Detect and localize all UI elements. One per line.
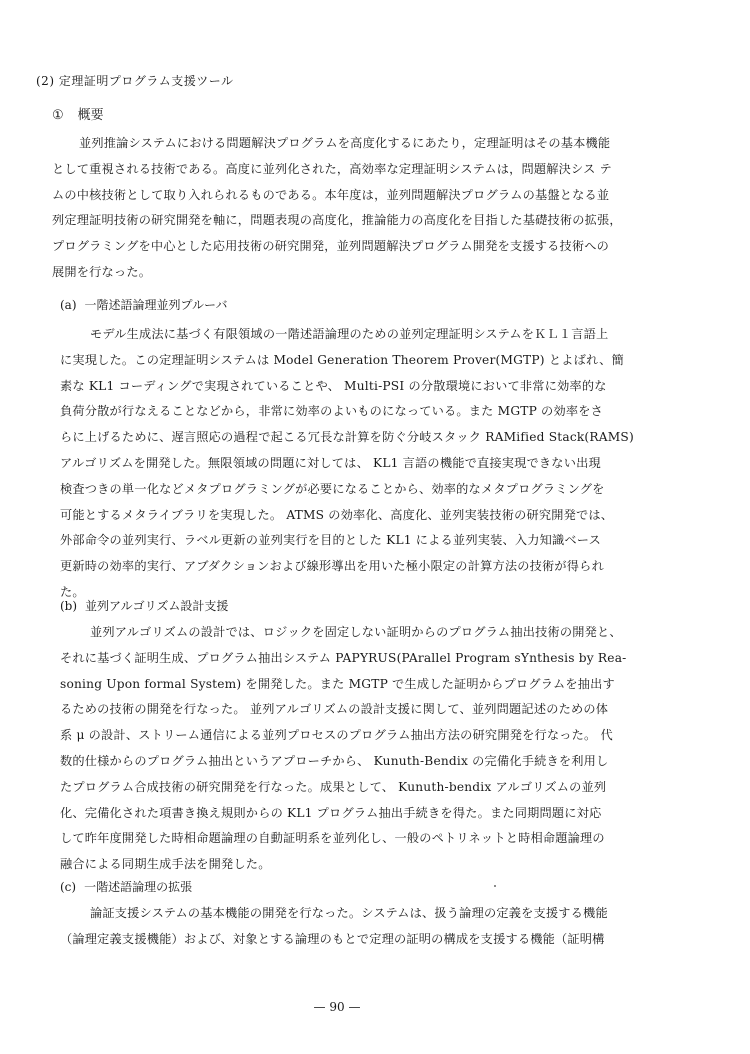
subsection-title: 概要 [77,108,104,123]
text-line: 素な KL1 コーディングで実現されていることや、 Multi-PSI の分散環境において非常に効率的な [60,378,607,393]
text-line: soning Upon formal System) を開発した。また MGTP で生成した証明からプログラムを抽出す [60,676,615,691]
item-label: (c) [60,880,77,894]
text-line: 更新時の効率的実行、アブダクションおよび線形導出を用いた極小限定の計算方法の技術が得られ [60,559,604,574]
text-line: 化、完備化された項書き換え規則からの KL1 プログラム抽出手続きを得た。また同期問題に対応 [60,805,602,820]
item-label: (a) [60,298,77,312]
text-line: それに基づく証明生成、プログラム抽出システム PAPYRUS(PArallel Program sYnthesis by Rea- [60,650,627,665]
intro-paragraph [52,131,648,286]
item-c-paragraph [60,901,650,953]
text-line: して昨年度開発した時相命題論理の自動証明系を並列化し、一般のペトリネットと時相命題論理の [60,831,605,846]
scan-speck [494,885,496,887]
page-number: — 90 — [313,1000,361,1014]
text-line: 検査つきの単一化などメタプログラミングが必要になることから、効率的なメタプログラミングを [60,481,605,496]
item-title: 一階述語論理並列プルーバ [84,298,228,312]
item-b-paragraph [60,620,650,878]
item-title: 並列アルゴリズム設計支援 [85,599,229,613]
item-a-heading [60,296,227,313]
text-line: 可能とするメタライブラリを実現した。 ATMS の効率化、高度化、並列実装技術の研究開発では、 [60,507,614,522]
text-line: 負荷分散が行なえることなどから，非常に効率のよいものになっている。また MGTP の効率をさ [60,404,603,419]
text-line: 展開を行なった。 [52,264,152,279]
item-label: (b) [60,599,78,613]
text-line: 列定理証明技術の研究開発を軸に，問題表現の高度化，推論能力の高度化を目指した基礎技術の拡張， [52,213,622,228]
item-c-heading [60,878,192,895]
text-line: として重視される技術である。高度に並列化された，高効率な定理証明システムは，問題解決シス テ [52,161,612,176]
text-line: るための技術の開発を行なった。 並列アルゴリズムの設計支援に関して、並列問題記述のための体 [60,702,609,717]
text-line: 融合による同期生成手法を開発した。 [60,857,271,872]
item-a-paragraph [60,322,650,606]
text-line: 数的仕様からのプログラム抽出というアプローチから、 Kunuth-Bendix の完備化手続きを利用し [60,753,609,768]
text-line: モデル生成法に基づく有限領域の一階述語論理のための並列定理証明システムをＫＬ１言語上 [90,327,609,341]
text-line: アルゴリズムを開発した。無限領域の問題に対しては、 KL1 言語の機能で直接実現できない出現 [60,455,601,470]
text-line: 並列アルゴリズムの設計では、ロジックを固定しない証明からのプログラム抽出技術の開発と、 [90,625,622,639]
text-line: プログラミングを中心とした応用技術の研究開発，並列問題解決プログラム開発を支援する技術への [52,239,610,254]
text-line: 論証支援システムの基本機能の開発を行なった。システムは、扱う論理の定義を支援する機能 [90,906,608,920]
circled-number-marker: ① [52,108,64,123]
subsection-heading [52,104,104,123]
text-line: たプログラム合成技術の研究開発を行なった。成果として、 Kunuth-bendix アルゴリズムの並列 [60,779,607,794]
item-title: 一階述語論理の拡張 [84,880,193,894]
text-line: に実現した。この定理証明システムは Model Generation Theorem Prover(MGTP) とよばれ、簡 [60,352,624,367]
text-line: 外部命令の並列実行、ラベル更新の並列実行を目的とした KL1 による並列実装、入力知識ベース [60,533,601,548]
text-line: らに上げるために、遅言照応の過程で起こる冗長な計算を防ぐ分岐スタック RAMified Stack(RAMS) [60,430,634,445]
section-heading: (2) 定理証明プログラム支援ツール [36,74,234,88]
item-b-heading [60,597,228,614]
text-line: 系 μ の設計、ストリーム通信による並列プロセスのプログラム抽出方法の研究開発を行なった。 代 [60,728,613,743]
text-line: 並列推論システムにおける問題解決プログラムを高度化するにあたり，定理証明はその基本機能 [79,136,611,150]
text-line: た。 [60,584,85,599]
text-line: ムの中核技術として取り入れられるものである。本年度は，並列問題解決プログラムの基盤となる並 [52,187,610,202]
text-line: （論理定義支援機能）および、対象とする論理のもとで定理の証明の構成を支援する機能（証明構 [60,931,605,946]
